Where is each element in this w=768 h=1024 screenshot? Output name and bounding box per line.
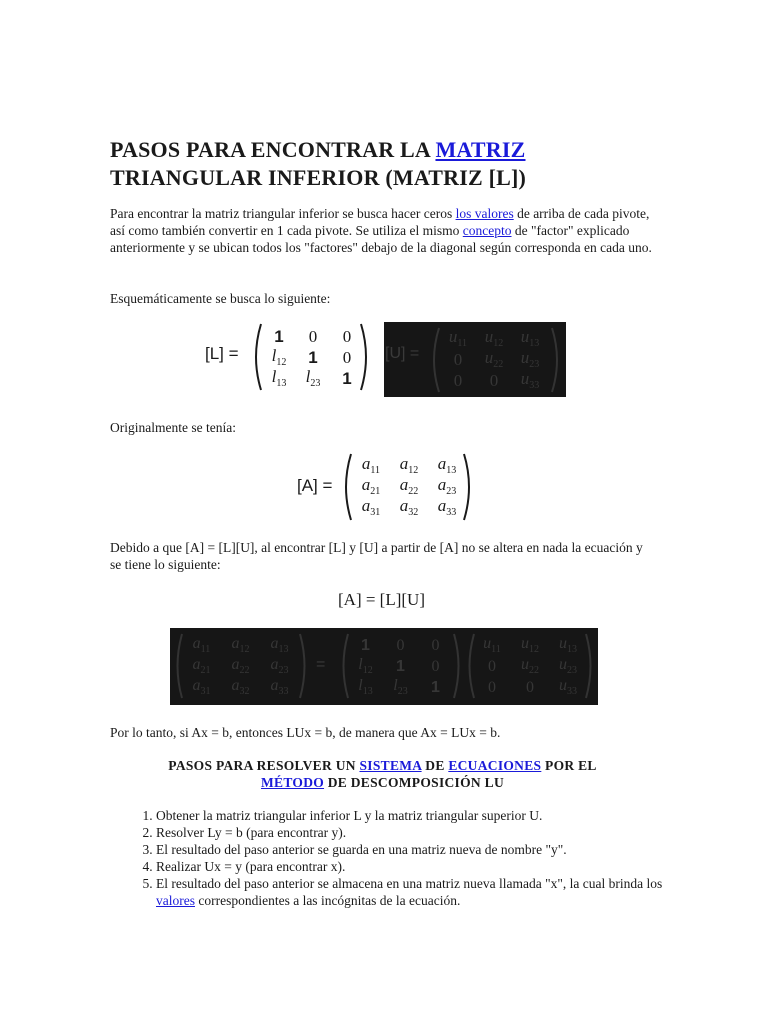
list-item: [156, 824, 701, 841]
therefore-text: Por lo tanto, si Ax = b, entonces LUx = b, de manera que Ax = LUx = b.: [110, 725, 501, 740]
matrix-cell: 0: [342, 347, 352, 367]
subtitle-text-1: PASOS PARA RESOLVER UN: [168, 758, 360, 773]
matrix-cell: 0: [431, 636, 440, 654]
matrix-cell: $u_{23}$: [559, 656, 577, 677]
matrix-cell: 0: [488, 678, 496, 696]
matrix-cell: $a_{21}$: [361, 475, 381, 498]
matrix-cell: $u_{12}$: [521, 635, 539, 656]
matrix-a-label: [A] =: [297, 476, 333, 495]
intro-paragraph: [110, 205, 655, 256]
matrix-cell: 1: [342, 368, 352, 388]
matrix-cell: 1: [396, 657, 405, 675]
step-text: correspondientes a las incógnitas de la ecuación.: [194, 893, 461, 908]
matrix-cell: $a_{11}$: [192, 635, 211, 656]
matrix-cell: $u_{13}$: [559, 635, 577, 656]
product-matrix-a: [182, 635, 299, 698]
list-item: [156, 841, 701, 858]
matrix-cell: 1: [431, 678, 440, 696]
matrix-u-label: [U] =: [385, 345, 420, 362]
matrix-cell: $a_{31}$: [361, 496, 381, 519]
matriz-link[interactable]: MATRIZ: [435, 137, 526, 162]
list-item: [156, 807, 701, 824]
matrix-cell: $a_{32}$: [231, 677, 250, 698]
list-item: [156, 875, 701, 909]
matrix-cell: $u_{11}$: [448, 327, 468, 350]
matrix-cell: 0: [342, 326, 352, 346]
matrix-cell: $a_{13}$: [437, 454, 457, 477]
lu-equation: [A] = [L][U]: [338, 590, 425, 609]
original-text: Originalmente se tenía:: [110, 420, 236, 435]
matrix-cell: $a_{32}$: [399, 496, 419, 519]
matrix-cell: $u_{22}$: [521, 656, 539, 677]
matrix-cell: $u_{11}$: [483, 635, 501, 656]
valores-link[interactable]: valores: [156, 893, 195, 908]
product-equals: =: [316, 656, 326, 673]
matrix-cell: $a_{33}$: [437, 496, 457, 519]
intro-text-1: Para encontrar la matriz triangular inferior se busca hacer ceros: [110, 206, 456, 221]
product-box: [170, 628, 598, 705]
right-paren-icon: [461, 452, 475, 522]
matrix-cell: 0: [453, 349, 463, 369]
matrix-cell: $l_{12}$: [358, 656, 373, 677]
sistema-link[interactable]: SISTEMA: [359, 758, 422, 773]
list-item: [156, 858, 701, 875]
matrix-cell: 0: [431, 657, 440, 675]
step-text: El resultado del paso anterior se guarda en una matriz nueva de nombre "y".: [156, 842, 567, 857]
matrix-cell: 0: [396, 636, 405, 654]
steps-list: [110, 807, 701, 909]
matrix-cell: $u_{22}$: [484, 348, 504, 371]
matrix-cell: $a_{23}$: [437, 475, 457, 498]
matrix-cell: $u_{13}$: [520, 327, 540, 350]
los-valores-link[interactable]: los valores: [455, 206, 514, 221]
matrix-cell: $u_{12}$: [484, 327, 504, 350]
subtitle-text-2: DE: [421, 758, 449, 773]
matrix-cell: $u_{23}$: [520, 348, 540, 371]
subtitle-text-4: DE DESCOMPOSICIÓN LU: [324, 775, 504, 790]
title-prefix: PASOS PARA ENCONTRAR LA: [110, 137, 436, 162]
matrix-cell: $l_{13}$: [271, 367, 287, 390]
matrix-cell: 0: [488, 657, 496, 675]
matrix-u-box: [384, 322, 566, 397]
ecuaciones-link[interactable]: ECUACIONES: [448, 758, 542, 773]
right-paren-icon: [549, 326, 563, 394]
right-paren-icon: [584, 632, 596, 700]
step-text: Obtener la matriz triangular inferior L y la matriz triangular superior U.: [156, 808, 543, 823]
concepto-link[interactable]: concepto: [462, 223, 512, 238]
matrix-l-label: [L] =: [205, 344, 239, 363]
page-title: [110, 136, 710, 192]
matrix-cell: 0: [308, 326, 318, 346]
schematic-text: Esquemáticamente se busca lo siguiente:: [110, 291, 331, 306]
product-matrix-u: [473, 635, 587, 698]
matrix-cell: $l_{23}$: [305, 367, 321, 390]
matrix-cell: 0: [526, 678, 534, 696]
matrix-cell: 1: [361, 636, 370, 654]
product-matrix-l: [348, 635, 453, 698]
matrix-cell: 1: [274, 326, 284, 346]
matrix-cell: $u_{33}$: [559, 677, 577, 698]
matrix-cell: $u_{33}$: [520, 369, 540, 392]
step-text: Realizar Ux = y (para encontrar x).: [156, 859, 346, 874]
intro-text-3: de "factor" explicado anteriormente y se ubican todos los "factores" debajo de la diagonal según corresponda en cada uno.: [110, 223, 652, 255]
matrix-cell: $l_{13}$: [358, 677, 373, 698]
matrix-cell: $l_{23}$: [393, 677, 408, 698]
matrix-cell: $a_{22}$: [399, 475, 419, 498]
matrix-cell: $a_{22}$: [231, 656, 250, 677]
matrix-cell: $a_{12}$: [399, 454, 419, 477]
matrix-cell: $l_{12}$: [271, 346, 287, 369]
intro-text-2: de arriba de cada pivote, así como también convertir en 1 cada pivote. Se utiliza el mismo: [110, 206, 650, 238]
right-paren-icon: [452, 632, 464, 700]
step-text: El resultado del paso anterior se almacena en una matriz nueva llamada "x", la cual brinda los: [156, 876, 663, 891]
metodo-link[interactable]: MÉTODO: [260, 775, 325, 790]
matrix-cell: $a_{21}$: [192, 656, 211, 677]
matrix-cell: $a_{23}$: [270, 656, 289, 677]
because-text: Debido a que [A] = [L][U], al encontrar [L] y [U] a partir de [A] no se altera en nada la ecuación y se tiene lo siguiente:: [110, 540, 643, 572]
section-subtitle: [110, 757, 655, 791]
step-text: Resolver Ly = b (para encontrar y).: [156, 825, 347, 840]
right-paren-icon: [358, 322, 372, 392]
matrix-u: [440, 328, 550, 391]
matrix-cell: $a_{12}$: [231, 635, 250, 656]
matrix-cell: $a_{31}$: [192, 677, 211, 698]
matrix-cell: $a_{33}$: [270, 677, 289, 698]
matrix-cell: 0: [489, 370, 499, 390]
matrix-cell: 0: [453, 370, 463, 390]
right-paren-icon: [298, 632, 310, 700]
matrix-cell: $a_{11}$: [361, 454, 381, 477]
matrix-a: [352, 455, 466, 519]
subtitle-text-3: POR EL: [541, 758, 597, 773]
title-line2: TRIANGULAR INFERIOR (MATRIZ [L]): [110, 165, 527, 190]
matrix-cell: $a_{13}$: [270, 635, 289, 656]
matrix-l: [262, 326, 362, 390]
matrix-cell: 1: [308, 347, 318, 367]
